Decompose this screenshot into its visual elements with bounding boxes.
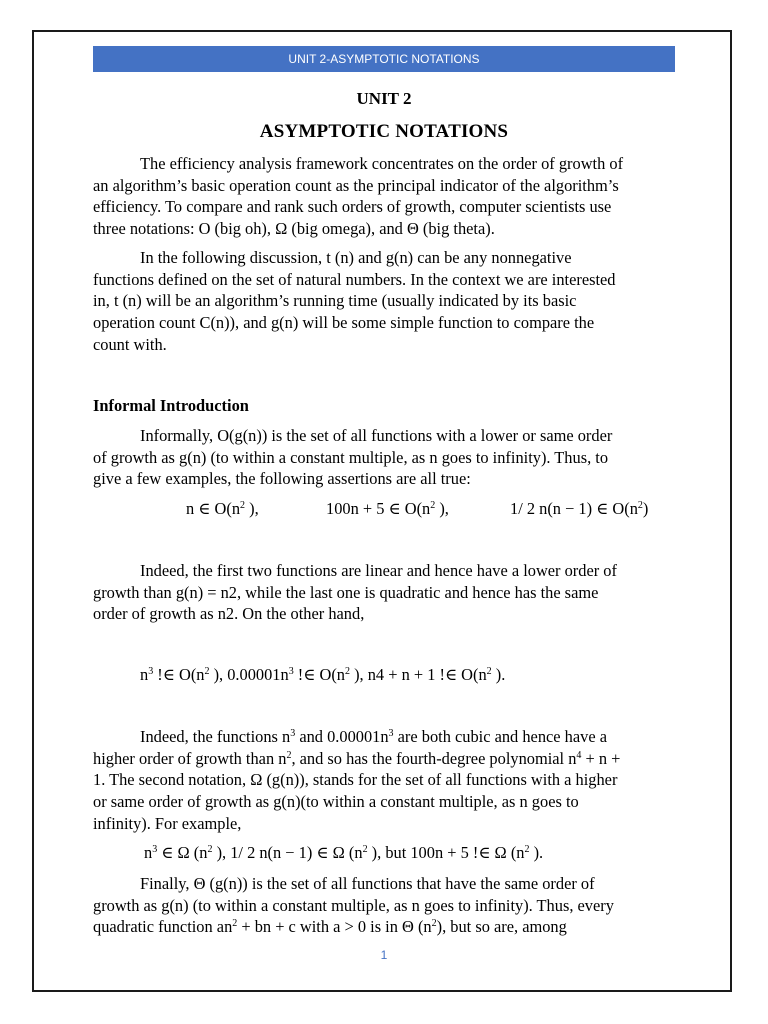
- exponent: 2: [431, 918, 437, 930]
- page-number: 1: [380, 948, 388, 962]
- exponent: 2: [232, 918, 238, 930]
- formula-exponent: 2: [344, 666, 350, 677]
- paragraph-line: Finally, Θ (g(n)) is the set of all functions that have the same order of: [140, 874, 595, 893]
- paragraph-line: three notations: O (big oh), Ω (big omega), and Θ (big theta).: [93, 219, 495, 239]
- formula-big-omega: [144, 842, 543, 864]
- formula-text: ∈ Ω (n: [157, 843, 208, 862]
- text-run: higher order of growth than n: [93, 748, 287, 768]
- paragraph-big-oh: [93, 425, 675, 490]
- text-run: Indeed, the functions n: [140, 727, 291, 746]
- formula-text: ),: [435, 499, 449, 518]
- formula-text: ).: [491, 665, 506, 684]
- paragraph-line: The efficiency analysis framework concentrates on the order of growth of: [140, 154, 624, 173]
- formula-text: ), n4 + n + 1 !∈ O(n: [349, 665, 487, 684]
- text-run: + bn + c with a > 0 is in Θ (n: [237, 917, 432, 937]
- text-run: are both cubic and hence have a: [393, 727, 607, 746]
- paragraph-definitions: [93, 247, 675, 356]
- section-heading: Informal Introduction: [93, 396, 249, 415]
- text-run: ), but so are, among: [436, 917, 567, 937]
- paragraph-line: Informally, O(g(n)) is the set of all functions with a lower or same order: [140, 426, 613, 445]
- paragraph-line: order of growth as n2. On the other hand,: [93, 604, 365, 624]
- running-header-label: UNIT 2-ASYMPTOTIC NOTATIONS: [288, 52, 480, 66]
- paragraph-line: in, t (n) will be an algorithm’s running time (usually indicated by its basic: [93, 291, 577, 311]
- formula-text: n: [140, 665, 149, 684]
- formula-exponent: 2: [637, 500, 643, 511]
- formula-text: n: [144, 843, 153, 862]
- formula-text: ), 0.00001n: [209, 665, 289, 684]
- formula-big-oh-a: [186, 498, 259, 520]
- running-header: [93, 46, 675, 72]
- paragraph-line: efficiency. To compare and rank such orders of growth, computer scientists use: [93, 197, 612, 217]
- paragraph-line: of growth as g(n) (to within a constant multiple, as n goes to infinity). Thus, to: [93, 447, 609, 467]
- formula-exponent: 2: [240, 500, 246, 511]
- unit-title: UNIT 2: [356, 89, 412, 108]
- formula-text: n ∈ O(n: [186, 499, 241, 518]
- formula-text: ),: [245, 499, 259, 518]
- text-run: and 0.00001n: [295, 727, 389, 746]
- formula-big-oh-b: [326, 498, 449, 520]
- exponent: 2: [286, 749, 292, 761]
- paragraph-line: give a few examples, the following assertions are all true:: [93, 469, 471, 489]
- exponent: 4: [576, 749, 582, 761]
- formula-text: 1/ 2 n(n − 1) ∈ O(n: [510, 499, 638, 518]
- paragraph-line: operation count C(n)), and g(n) will be some simple function to compare the: [93, 313, 595, 333]
- paragraph-line: 1. The second notation, Ω (g(n)), stands for the set of all functions with a higher: [93, 770, 618, 790]
- formula-exponent: 3: [288, 666, 294, 677]
- paragraph-linear-quadratic: [93, 560, 675, 625]
- paragraph-line: functions defined on the set of natural numbers. In the context we are interested: [93, 269, 616, 289]
- formula-text: ).: [529, 843, 544, 862]
- paragraph-line: infinity). For example,: [93, 813, 242, 833]
- formula-exponent: 2: [430, 500, 436, 511]
- formula-exponent: 2: [204, 666, 210, 677]
- text-run: , and so has the fourth-degree polynomial n: [291, 748, 577, 768]
- paragraph-line: [93, 726, 675, 748]
- paragraph-line: count with.: [93, 334, 167, 354]
- formula-exponent: 2: [362, 844, 368, 855]
- paragraph-intro: [93, 153, 675, 240]
- formula-exponent: 2: [207, 844, 213, 855]
- exponent: 3: [290, 728, 296, 739]
- formula-text: 100n + 5 ∈ O(n: [326, 499, 431, 518]
- text-run: quadratic function an: [93, 917, 233, 937]
- text-run: + n +: [581, 748, 621, 768]
- formula-text: ): [642, 499, 649, 518]
- paragraph-line: Indeed, the first two functions are linear and hence have a lower order of: [140, 561, 617, 580]
- paragraph-line: an algorithm’s basic operation count as the principal indicator of the algorithm’s: [93, 175, 619, 195]
- paragraph-line: or same order of growth as g(n)(to within a constant multiple, as n goes to: [93, 792, 579, 812]
- formula-exponent: 3: [152, 844, 158, 855]
- formula-exponent: 3: [148, 666, 154, 677]
- formula-text: ), 1/ 2 n(n − 1) ∈ Ω (n: [212, 843, 363, 862]
- page-title: ASYMPTOTIC NOTATIONS: [259, 121, 509, 142]
- formula-text: ), but 100n + 5 !∈ Ω (n: [367, 843, 525, 862]
- formula-big-oh-c: [510, 498, 648, 520]
- formula-text: !∈ O(n: [293, 665, 345, 684]
- paragraph-big-omega: [93, 726, 675, 835]
- formula-text: !∈ O(n: [153, 665, 205, 684]
- formula-exponent: 2: [524, 844, 530, 855]
- exponent: 3: [388, 728, 394, 739]
- paragraph-line: In the following discussion, t (n) and g(n) can be any nonnegative: [140, 248, 572, 267]
- paragraph-line: [93, 916, 675, 938]
- paragraph-line: [93, 748, 675, 770]
- formula-not-big-oh: [140, 664, 505, 686]
- paragraph-line: growth as g(n) (to within a constant multiple, as n goes to infinity). Thus, every: [93, 895, 614, 915]
- paragraph-line: growth than g(n) = n2, while the last one is quadratic and hence has the same: [93, 582, 599, 602]
- formula-exponent: 2: [486, 666, 492, 677]
- paragraph-big-theta: [93, 873, 675, 938]
